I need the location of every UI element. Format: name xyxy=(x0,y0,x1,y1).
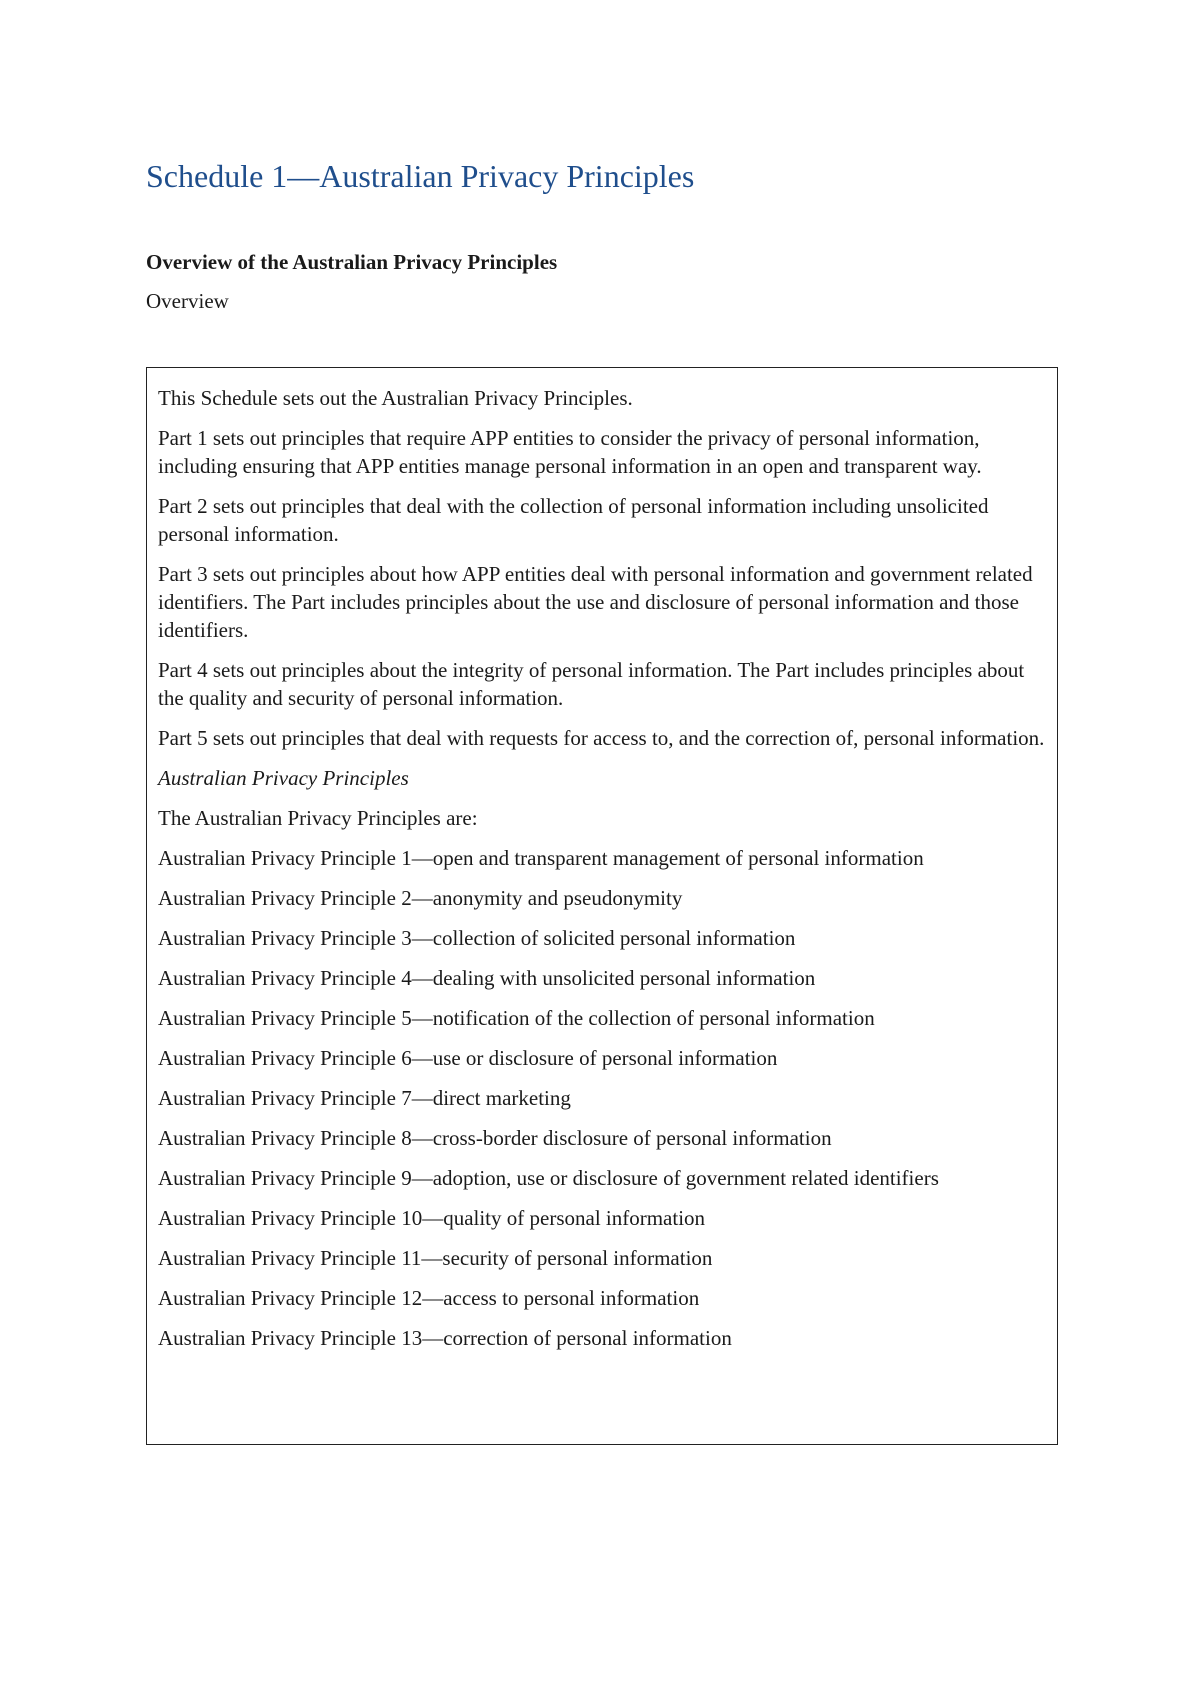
principle-item-1: Australian Privacy Principle 1—open and transparent management of personal information xyxy=(158,846,924,870)
principle-item-6: Australian Privacy Principle 6—use or disclosure of personal information xyxy=(158,1046,778,1070)
principle-item-5: Australian Privacy Principle 5—notification of the collection of personal information xyxy=(158,1006,875,1030)
principle-item-10: Australian Privacy Principle 10—quality of personal information xyxy=(158,1206,706,1230)
overview-subheading: Overview xyxy=(146,289,229,313)
principle-item-12: Australian Privacy Principle 12—access to personal information xyxy=(158,1286,700,1310)
principle-item-8: Australian Privacy Principle 8—cross-border disclosure of personal information xyxy=(158,1126,832,1150)
part-5-paragraph: Part 5 sets out principles that deal with requests for access to, and the correction of, personal information. xyxy=(158,726,1045,750)
part-3-paragraph: Part 3 sets out principles about how APP entities deal with personal information and government related identifiers. The Part includes principles about the use and disclosure of personal information and those identifiers. xyxy=(158,562,1033,642)
principle-item-9: Australian Privacy Principle 9—adoption, use or disclosure of government related identifiers xyxy=(158,1166,939,1190)
section-heading: Overview of the Australian Privacy Principles xyxy=(146,250,558,274)
principle-list xyxy=(158,844,1047,1352)
part-2-paragraph: Part 2 sets out principles that deal with the collection of personal information including unsolicited personal information. xyxy=(158,494,989,546)
principle-item-2: Australian Privacy Principle 2—anonymity and pseudonymity xyxy=(158,886,683,910)
app-intro: The Australian Privacy Principles are: xyxy=(158,806,478,830)
schedule-title: Schedule 1—Australian Privacy Principles xyxy=(146,158,695,194)
part-4-paragraph: Part 4 sets out principles about the integrity of personal information. The Part includes principles about the quality and security of personal information. xyxy=(158,658,1025,710)
principle-item-4: Australian Privacy Principle 4—dealing with unsolicited personal information xyxy=(158,966,816,990)
principle-item-13: Australian Privacy Principle 13—correction of personal information xyxy=(158,1326,732,1350)
app-heading: Australian Privacy Principles xyxy=(158,766,409,790)
intro-paragraph: This Schedule sets out the Australian Privacy Principles. xyxy=(158,386,633,410)
overview-box xyxy=(146,367,1058,1445)
principle-item-7: Australian Privacy Principle 7—direct marketing xyxy=(158,1086,571,1110)
part-1-paragraph: Part 1 sets out principles that require APP entities to consider the privacy of personal information, including ensuring that APP entities manage personal information in an open and transparent way. xyxy=(158,426,982,478)
principle-item-11: Australian Privacy Principle 11—security of personal information xyxy=(158,1246,713,1270)
principle-item-3: Australian Privacy Principle 3—collection of solicited personal information xyxy=(158,926,796,950)
